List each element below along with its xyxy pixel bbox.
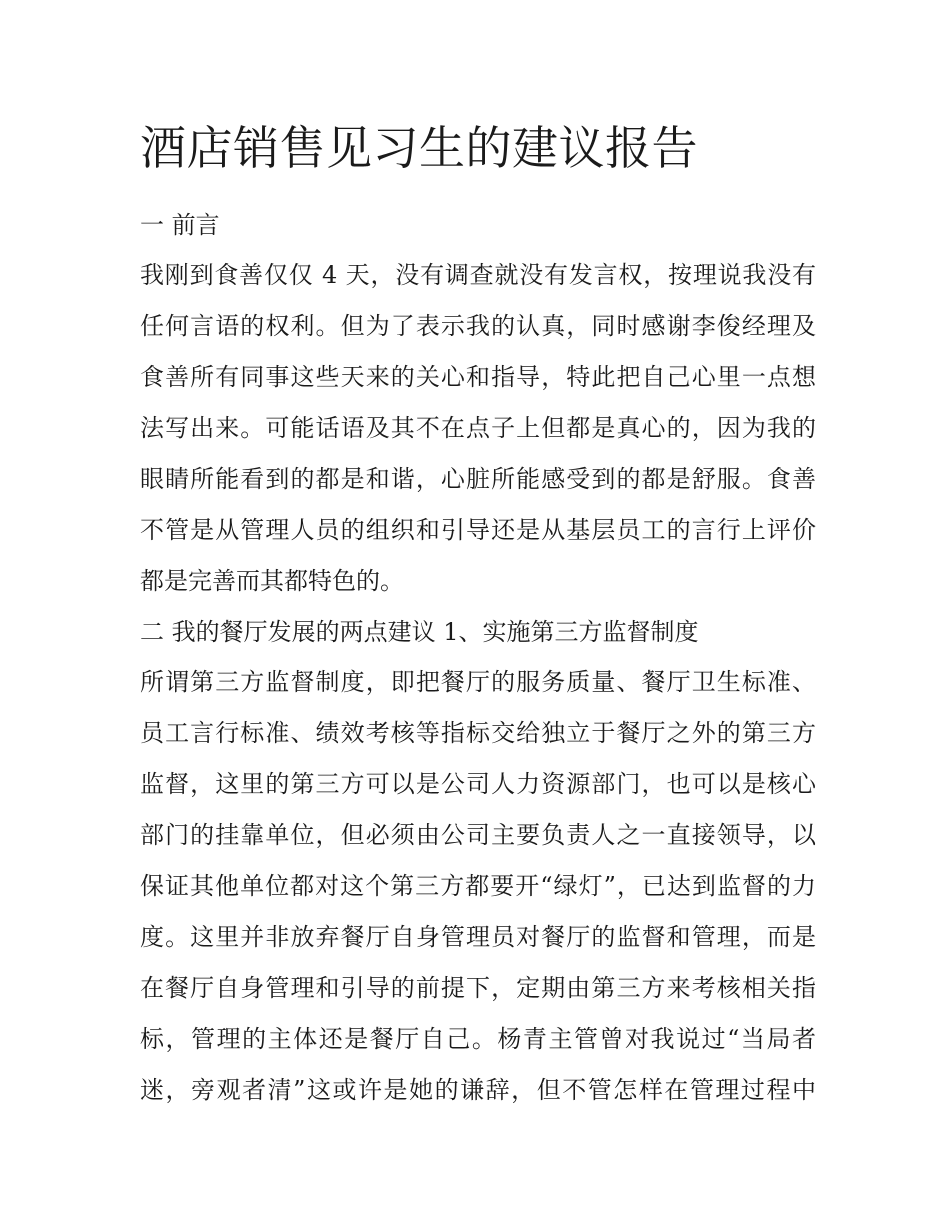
body-line: 我刚到食善仅仅 4 天，没有调查就没有发言权，按理说我没有 — [140, 261, 816, 289]
document-body — [140, 200, 816, 1116]
body-line: 都是完善而其都特色的。 — [140, 567, 404, 595]
body-line: 保证其他单位都对这个第三方都要开“绿灯”，已达到监督的力 — [140, 872, 816, 900]
section-heading-suggestions: 二 我的餐厅发展的两点建议 1、实施第三方监督制度 — [140, 618, 699, 646]
body-line: 不管是从管理人员的组织和引导还是从基层员工的言行上评价 — [140, 516, 816, 544]
body-line: 食善所有同事这些天来的关心和指导，特此把自己心里一点想 — [140, 363, 816, 391]
document-title: 酒店销售见习生的建议报告 — [140, 121, 698, 175]
body-line: 任何言语的权利。但为了表示我的认真，同时感谢李俊经理及 — [140, 312, 816, 340]
body-line: 在餐厅自身管理和引导的前提下，定期由第三方来考核相关指 — [140, 974, 816, 1002]
body-line: 法写出来。可能话语及其不在点子上但都是真心的，因为我的 — [140, 414, 816, 442]
body-line: 部门的挂靠单位，但必须由公司主要负责人之一直接领导，以 — [140, 821, 816, 849]
body-line: 标，管理的主体还是餐厅自己。杨青主管曾对我说过“当局者 — [140, 1025, 816, 1053]
body-line: 所谓第三方监督制度，即把餐厅的服务质量、餐厅卫生标准、 — [140, 668, 816, 696]
body-line: 员工言行标准、绩效考核等指标交给独立于餐厅之外的第三方 — [140, 719, 816, 747]
body-line: 迷，旁观者清”这或许是她的谦辞，但不管怎样在管理过程中 — [140, 1076, 816, 1104]
body-line: 监督，这里的第三方可以是公司人力资源部门，也可以是核心 — [140, 770, 816, 798]
section-heading-preface: 一 前言 — [140, 211, 220, 239]
body-line: 度。这里并非放弃餐厅自身管理员对餐厅的监督和管理，而是 — [140, 923, 816, 951]
body-line: 眼睛所能看到的都是和谐，心脏所能感受到的都是舒服。食善 — [140, 465, 816, 493]
